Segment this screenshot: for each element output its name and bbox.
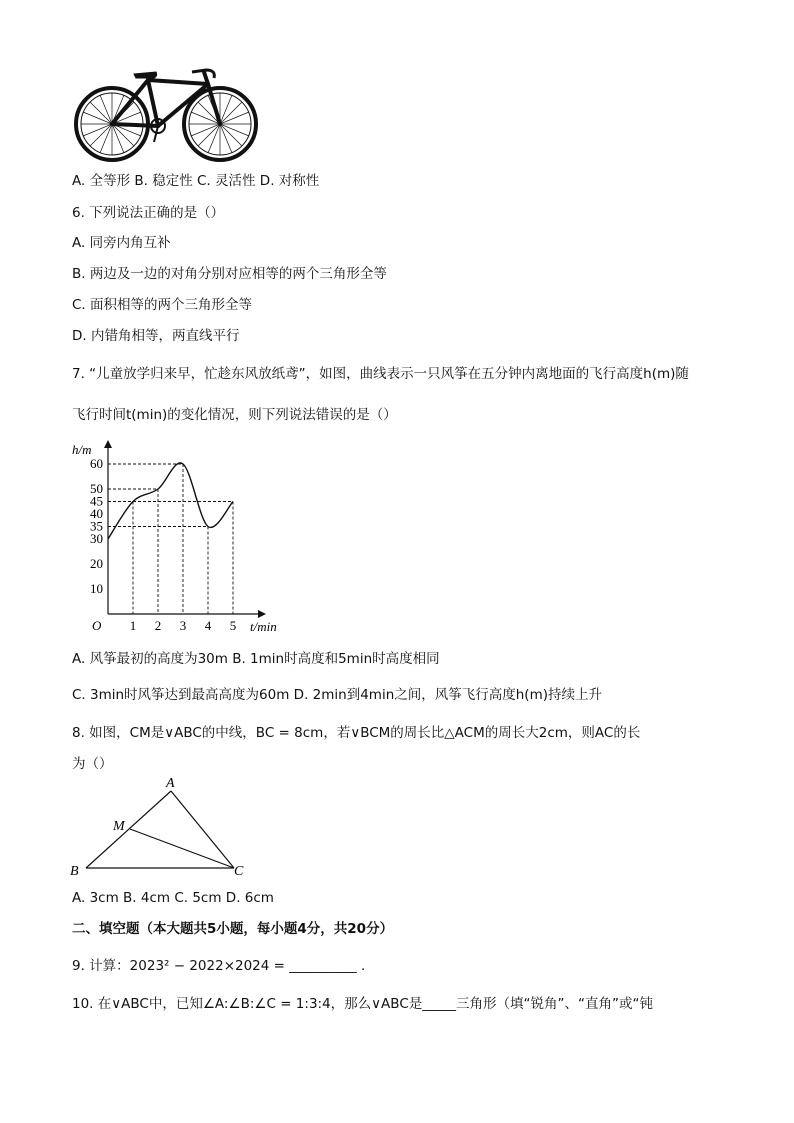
x-axis-label: t/min [250, 619, 277, 634]
x-tick-label: 4 [204, 618, 212, 633]
y-axis-label: h/m [72, 442, 92, 457]
origin-label: O [92, 618, 102, 633]
y-tick-label: 45 [90, 493, 103, 509]
x-tick-label: 2 [154, 618, 162, 633]
vertex-a-label: A [166, 776, 175, 791]
y-tick-label: 30 [90, 531, 103, 546]
q6-stem: 6. 下列说法正确的是（） [72, 205, 225, 221]
x-tick-label: 5 [229, 618, 237, 633]
y-tick-label: 40 [90, 506, 103, 521]
q7-stem-line1: 7. “儿童放学归来早，忙趁东风放纸鸢”，如图，曲线表示一只风筝在五分钟内离地面的飞行高度h(m)随 [72, 366, 689, 382]
q9: 9. 计算：2023² − 2022×2024 = __________ . [72, 958, 366, 974]
y-tick-label: 35 [90, 518, 103, 534]
vertex-c-label: C [234, 864, 244, 879]
triangle-figure [66, 776, 256, 880]
q7-options-ab: A. 风筝最初的高度为30m B. 1min时高度和5min时高度相同 [72, 651, 440, 667]
y-tick-label: 60 [90, 456, 103, 471]
bicycle-illustration [70, 62, 260, 162]
x-tick-label: 1 [129, 618, 137, 633]
q10: 10. 在∨ABC中，已知∠A:∠B:∠C = 1:3:4，那么∨ABC是_____三角形（填“锐角”、“直角”或“钝 [72, 996, 653, 1012]
y-axis-arrow [104, 440, 112, 448]
height-time-chart [66, 434, 296, 640]
y-tick-label: 20 [90, 556, 103, 571]
q5-options: A. 全等形 B. 稳定性 C. 灵活性 D. 对称性 [72, 173, 320, 189]
q6-option-d: D. 内错角相等，两直线平行 [72, 328, 240, 344]
side-ab [86, 791, 171, 868]
section-2-heading: 二、填空题（本大题共5小题，每小题4分，共20分） [72, 921, 394, 937]
y-tick-label: 50 [90, 481, 103, 496]
y-tick-label: 10 [90, 581, 103, 596]
q6-option-a: A. 同旁内角互补 [72, 235, 171, 251]
q7-stem-line2: 飞行时间t(min)的变化情况，则下列说法错误的是（） [72, 407, 397, 423]
q6-option-c: C. 面积相等的两个三角形全等 [72, 297, 253, 313]
height-curve [108, 463, 233, 539]
q6-option-b: B. 两边及一边的对角分别对应相等的两个三角形全等 [72, 266, 387, 282]
q7-options-cd: C. 3min时风筝达到最高高度为60m D. 2min到4min之间，风筝飞行高度h(m)持续上升 [72, 687, 602, 703]
point-m-label: M [113, 819, 125, 834]
q8-stem-line2: 为（） [72, 756, 113, 772]
vertex-b-label: B [70, 864, 79, 879]
q8-options: A. 3cm B. 4cm C. 5cm D. 6cm [72, 890, 274, 906]
x-tick-label: 3 [179, 618, 187, 633]
x-axis-arrow [258, 610, 266, 618]
q8-stem-line1: 8. 如图，CM是∨ABC的中线，BC = 8cm，若∨BCM的周长比△ACM的周长大2cm，则AC的长 [72, 725, 641, 741]
